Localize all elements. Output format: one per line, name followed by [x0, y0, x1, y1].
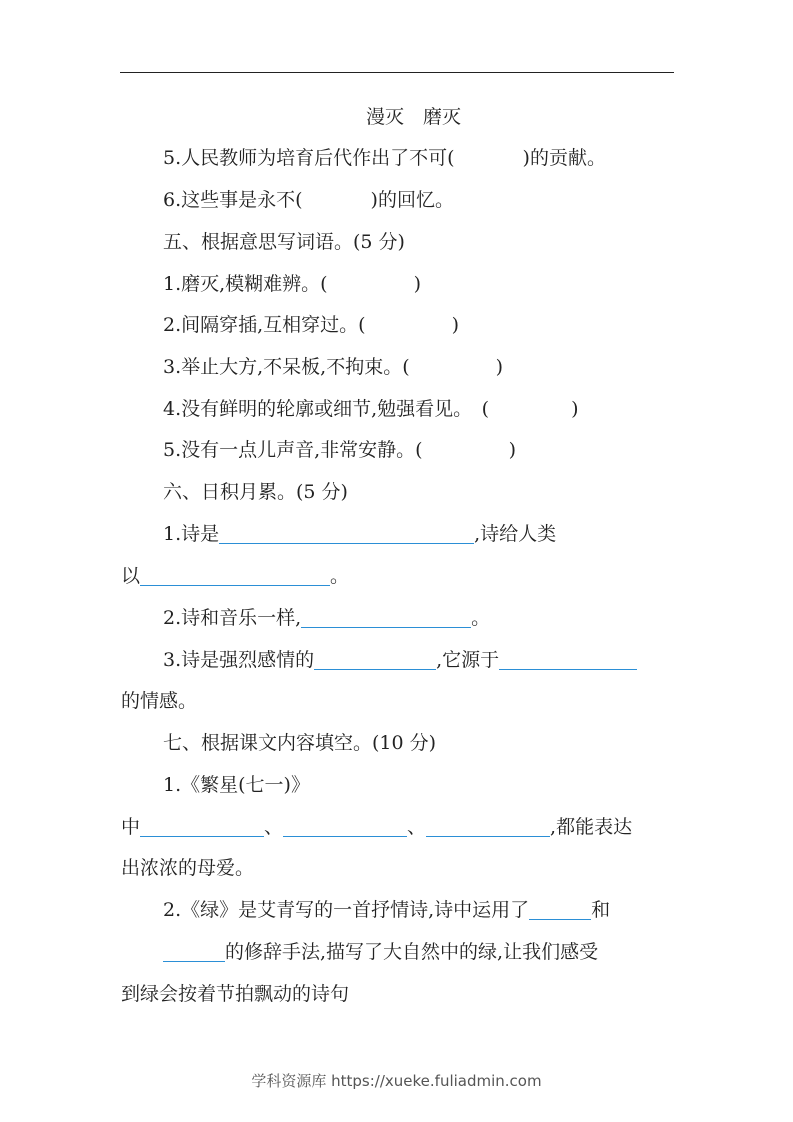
question-6-2: 2.诗和音乐一样, 。 — [163, 607, 491, 629]
question-7-2-cont: 的修辞手法,描写了大自然中的绿,让我们感受 — [163, 940, 598, 964]
fill-blank[interactable] — [283, 816, 407, 837]
question-7-2: 2.《绿》是艾青写的一首抒情诗,诗中运用了 和 — [163, 899, 611, 921]
answer-heading: 漫灭 磨灭 — [366, 106, 462, 128]
fill-blank[interactable] — [301, 607, 471, 628]
question-5-2: 2.间隔穿插,互相穿过。( ) — [163, 314, 460, 336]
fill-blank[interactable] — [529, 899, 591, 920]
section-6-title: 六、日积月累。(5 分) — [163, 481, 348, 503]
fill-blank[interactable] — [219, 523, 474, 544]
section-7-title: 七、根据课文内容填空。(10 分) — [163, 732, 437, 754]
question-7-1-cont: 中 、 、 ,都能表达 — [121, 816, 633, 838]
question-5-5: 5.没有一点儿声音,非常安静。( ) — [163, 439, 517, 461]
question-5-4: 4.没有鲜明的轮廓或细节,勉强看见。 ( ) — [163, 398, 579, 420]
question-5-3: 3.举止大方,不呆板,不拘束。( ) — [163, 356, 504, 378]
fill-blank[interactable] — [163, 941, 225, 962]
question-4-5: 5.人民教师为培育后代作出了不可( )的贡献。 — [163, 147, 606, 169]
question-6-3-cont: 的情感。 — [121, 690, 198, 712]
section-5-title: 五、根据意思写词语。(5 分) — [163, 231, 405, 253]
footer-watermark: 学科资源库 https://xueke.fuliadmin.com — [251, 1072, 542, 1090]
question-5-1: 1.磨灭,模糊难辨。( ) — [163, 273, 422, 295]
question-6-3: 3.诗是强烈感情的 ,它源于 — [163, 648, 637, 672]
fill-blank[interactable] — [499, 649, 637, 670]
fill-blank[interactable] — [140, 565, 330, 586]
question-6-1-cont: 以 。 — [121, 565, 350, 587]
fill-blank[interactable] — [140, 816, 264, 837]
top-rule — [120, 72, 674, 73]
question-4-6: 6.这些事是永不( )的回忆。 — [163, 189, 454, 211]
question-7-1: 1.《繁星(七一)》 — [163, 774, 310, 796]
fill-blank[interactable] — [426, 816, 550, 837]
question-7-2-cont2: 到绿会按着节拍飘动的诗句 — [121, 983, 350, 1005]
fill-blank[interactable] — [314, 649, 436, 670]
question-7-1-cont2: 出浓浓的母爱。 — [121, 857, 255, 879]
question-6-1: 1.诗是 ,诗给人类 — [163, 523, 557, 545]
